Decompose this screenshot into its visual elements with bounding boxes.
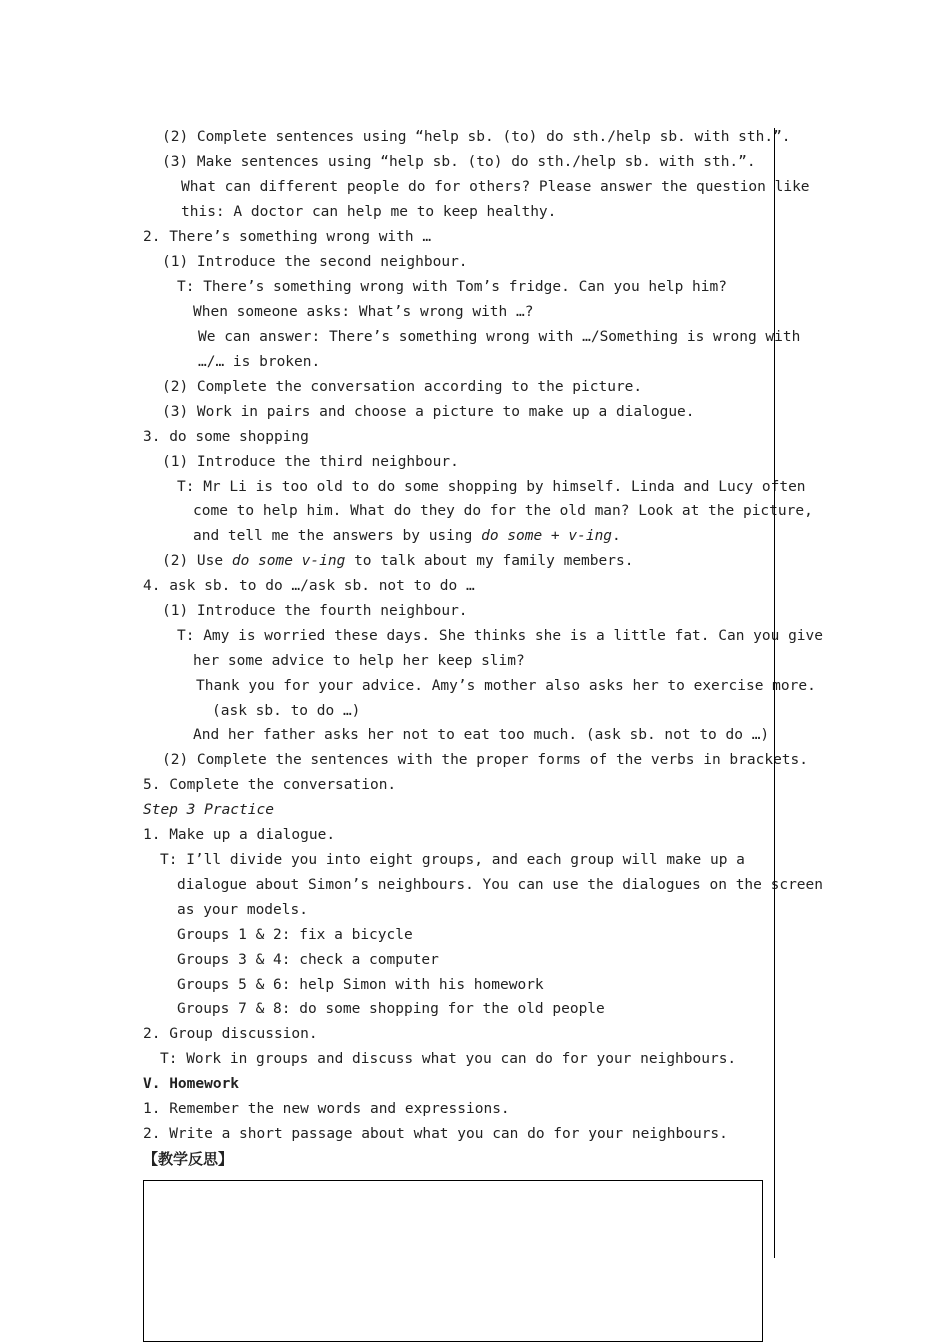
text-span: and tell me the answers by using xyxy=(193,528,482,544)
text-line xyxy=(193,527,621,545)
text-line: this: A doctor can help me to keep healthy. xyxy=(181,204,557,220)
text-line: (3) Work in pairs and choose a picture to make up a dialogue. xyxy=(162,404,695,420)
text-line: (1) Introduce the fourth neighbour. xyxy=(162,603,468,619)
text-span: . xyxy=(612,528,621,544)
text-line: her some advice to help her keep slim? xyxy=(193,653,525,669)
text-line: T: Mr Li is too old to do some shopping by himself. Linda and Lucy often xyxy=(177,479,806,495)
list-item: Groups 5 & 6: help Simon with his homework xyxy=(177,977,544,993)
section-heading: 3. do some shopping xyxy=(143,429,309,445)
reflection-heading: 【教学反思】 xyxy=(143,1150,234,1168)
text-line: dialogue about Simon’s neighbours. You can use the dialogues on the screen xyxy=(177,877,824,893)
text-line: …/… is broken. xyxy=(198,354,321,370)
text-line: (2) Complete the conversation according to the picture. xyxy=(162,379,643,395)
text-line: T: There’s something wrong with Tom’s fridge. Can you help him? xyxy=(177,279,727,295)
text-line: When someone asks: What’s wrong with …? xyxy=(193,304,534,320)
list-item: 1. Remember the new words and expressions. xyxy=(143,1101,510,1117)
text-line: as your models. xyxy=(177,902,308,918)
text-span: to talk about my family members. xyxy=(345,553,634,569)
homework-heading: V. Homework xyxy=(143,1076,240,1092)
list-item: Groups 3 & 4: check a computer xyxy=(177,952,439,968)
section-heading: 2. Group discussion. xyxy=(143,1026,318,1042)
text-line: (1) Introduce the third neighbour. xyxy=(162,454,459,470)
text-line: (2) Complete sentences using “help sb. (to) do sth./help sb. with sth.”. xyxy=(162,129,791,145)
text-line: We can answer: There’s something wrong with …/Something is wrong with xyxy=(198,329,801,345)
text-line: (1) Introduce the second neighbour. xyxy=(162,254,468,270)
text-line: (2) Complete the sentences with the proper forms of the verbs in brackets. xyxy=(162,752,809,768)
text-line: T: I’ll divide you into eight groups, and each group will make up a xyxy=(160,852,745,868)
text-line: (3) Make sentences using “help sb. (to) do sth./help sb. with sth.”. xyxy=(162,154,756,170)
text-line xyxy=(162,552,633,570)
margin-divider-line xyxy=(774,128,775,1258)
text-line: What can different people do for others? Please answer the question like xyxy=(181,179,810,195)
list-item: Groups 7 & 8: do some shopping for the old people xyxy=(177,1001,605,1017)
list-item: 2. Write a short passage about what you can do for your neighbours. xyxy=(143,1126,728,1142)
text-line: come to help him. What do they do for the old man? Look at the picture, xyxy=(193,503,813,519)
italic-phrase: do some v-ing xyxy=(231,553,346,569)
text-line: T: Work in groups and discuss what you can do for your neighbours. xyxy=(160,1051,737,1067)
text-line: And her father asks her not to eat too much. (ask sb. not to do …) xyxy=(193,727,770,743)
text-span: (2) Use xyxy=(162,553,232,569)
section-heading: 2. There’s something wrong with … xyxy=(143,229,432,245)
section-heading: 5. Complete the conversation. xyxy=(143,777,397,793)
text-line: T: Amy is worried these days. She thinks she is a little fat. Can you give xyxy=(177,628,824,644)
italic-phrase: do some + v-ing xyxy=(481,528,613,544)
step-heading: Step 3 Practice xyxy=(143,802,274,818)
section-heading: 1. Make up a dialogue. xyxy=(143,827,336,843)
list-item: Groups 1 & 2: fix a bicycle xyxy=(177,927,413,943)
section-heading: 4. ask sb. to do …/ask sb. not to do … xyxy=(143,578,475,594)
reflection-box xyxy=(143,1180,763,1342)
text-line: (ask sb. to do …) xyxy=(212,703,361,719)
text-line: Thank you for your advice. Amy’s mother also asks her to exercise more. xyxy=(196,678,816,694)
